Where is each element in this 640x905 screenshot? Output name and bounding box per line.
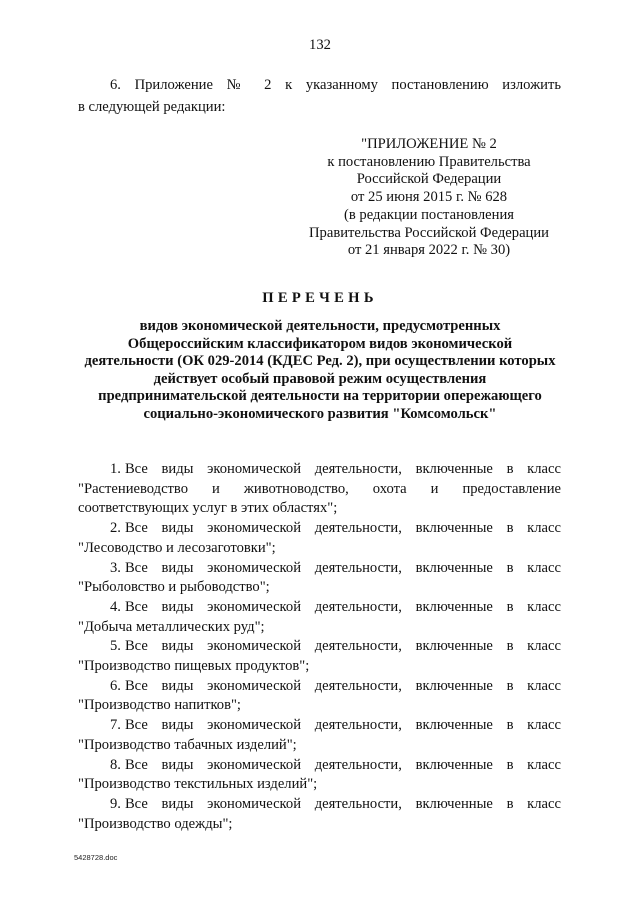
item-prefix — [125, 559, 561, 579]
item-number: 8. — [110, 756, 121, 773]
item-prefix-word: класс — [527, 520, 561, 537]
item-prefix-word: класс — [527, 677, 561, 694]
item-prefix-word: деятельности, — [314, 559, 402, 576]
item-text: "Производство одежды"; — [78, 815, 233, 832]
appendix-line: "ПРИЛОЖЕНИЕ № 2 — [361, 136, 497, 152]
subtitle-line: социально-экономического развития "Комсомольск" — [143, 405, 497, 422]
item-prefix-word: Все — [124, 461, 148, 477]
subtitle-line: деятельности (ОК 029-2014 (КДЕС Ред. 2), при осуществлении которых — [84, 353, 556, 370]
item-prefix-word: экономической — [207, 559, 302, 576]
appendix-line: от 25 июня 2015 г. № 628 — [350, 189, 508, 206]
item-prefix-word: включенные — [415, 520, 493, 537]
item-prefix — [125, 716, 561, 736]
item-text: соответствующих услуг в этих областях"; — [78, 500, 338, 517]
item-prefix-word: Все — [124, 598, 148, 615]
appendix-line: (в редакции постановления — [344, 206, 514, 223]
item-prefix-word: Все — [124, 717, 148, 734]
item-prefix-word: деятельности, — [314, 598, 402, 615]
item-prefix-word: Все — [124, 559, 148, 576]
item-prefix-word: в — [506, 677, 514, 694]
item-prefix-word: включенные — [415, 638, 493, 655]
list-item — [78, 460, 561, 519]
intro-paragraph — [78, 74, 561, 118]
item-number: 5. — [110, 638, 121, 655]
item-prefix-word: виды — [161, 559, 194, 576]
item-prefix-word: экономической — [207, 717, 302, 734]
item-prefix-word: экономической — [207, 520, 302, 537]
item-prefix-word: деятельности, — [314, 756, 402, 773]
item-prefix — [125, 598, 561, 618]
item-prefix-word: деятельности, — [314, 520, 402, 537]
item-prefix-word: экономической — [207, 756, 302, 773]
item-prefix-word: Все — [124, 756, 148, 773]
item-number: 3. — [110, 559, 121, 576]
file-name-footer: 5428728.doc — [74, 853, 118, 862]
item-text: "Растениеводство и животноводство, охота и предоставление — [78, 480, 561, 497]
item-prefix — [125, 519, 561, 539]
item-prefix-word: класс — [527, 638, 561, 655]
list-item — [78, 637, 561, 676]
list-item — [78, 519, 561, 558]
item-prefix-word: экономической — [207, 638, 302, 655]
page-number: 132 — [309, 37, 331, 53]
intro-line-1: 6. Приложение № 2 к указанному постановлению изложить — [110, 77, 561, 93]
item-prefix-word: виды — [161, 717, 194, 734]
item-prefix-word: в — [506, 756, 514, 773]
document-title: ПЕРЕЧЕНЬ — [262, 290, 378, 306]
item-text: "Рыболовство и рыбоводство"; — [78, 579, 270, 596]
item-number: 1. — [110, 461, 121, 477]
list-item — [78, 559, 561, 598]
item-prefix-word: экономической — [207, 677, 302, 694]
list-item — [78, 795, 561, 834]
item-prefix-word: виды — [161, 677, 194, 694]
item-prefix-word: виды — [161, 520, 194, 537]
item-prefix-word: в — [506, 461, 514, 477]
item-prefix — [125, 637, 561, 657]
item-prefix-word: в — [506, 638, 514, 655]
item-prefix-word: класс — [527, 717, 561, 734]
intro-line-2: в следующей редакции: — [78, 99, 226, 115]
item-prefix-word: виды — [161, 461, 194, 477]
list-item — [78, 716, 561, 755]
item-prefix-word: Все — [124, 638, 148, 655]
appendix-line: Российской Федерации — [356, 171, 502, 188]
item-prefix-word: класс — [527, 559, 561, 576]
item-text: "Лесоводство и лесозаготовки"; — [78, 539, 276, 556]
item-prefix — [125, 677, 561, 697]
item-prefix-word: класс — [527, 598, 561, 615]
item-prefix-word: виды — [161, 638, 194, 655]
appendix-line: к постановлению Правительства — [327, 153, 531, 170]
item-number: 4. — [110, 598, 121, 615]
item-prefix-word: экономической — [207, 461, 302, 477]
item-prefix-word: экономической — [207, 795, 302, 812]
item-prefix-word: включенные — [415, 461, 493, 477]
item-prefix-word: деятельности, — [314, 677, 402, 694]
item-prefix-word: класс — [527, 795, 561, 812]
item-text: "Добыча металлических руд"; — [78, 618, 265, 635]
item-prefix-word: в — [506, 717, 514, 734]
item-prefix-word: включенные — [415, 598, 493, 615]
item-prefix-word: виды — [161, 598, 194, 615]
item-prefix-word: в — [506, 795, 514, 812]
item-text: "Производство пищевых продуктов"; — [78, 658, 310, 675]
item-text: "Производство текстильных изделий"; — [78, 776, 318, 793]
item-prefix-word: включенные — [415, 677, 493, 694]
list-item — [78, 598, 561, 637]
item-prefix-word: деятельности, — [314, 638, 402, 655]
subtitle-line: Общероссийским классификатором видов экономической — [127, 335, 513, 352]
item-prefix-word: Все — [124, 520, 148, 537]
activity-list — [78, 460, 561, 834]
item-prefix-word: класс — [527, 756, 561, 773]
item-prefix-word: в — [506, 598, 514, 615]
document-subtitle — [78, 318, 562, 424]
appendix-line: от 21 января 2022 г. № 30) — [347, 242, 511, 259]
item-prefix — [125, 460, 561, 480]
appendix-header — [300, 136, 558, 260]
item-prefix-word: экономической — [207, 598, 302, 615]
item-prefix-word: включенные — [415, 559, 493, 576]
item-prefix-word: Все — [124, 677, 148, 694]
item-text: "Производство напитков"; — [78, 697, 241, 714]
list-item — [78, 756, 561, 795]
item-number: 9. — [110, 795, 121, 812]
subtitle-line: видов экономической деятельности, предусмотренных — [139, 318, 501, 334]
list-item — [78, 677, 561, 716]
item-prefix-word: включенные — [415, 717, 493, 734]
item-number: 2. — [110, 520, 121, 537]
item-prefix-word: виды — [161, 756, 194, 773]
item-prefix-word: включенные — [415, 756, 493, 773]
item-prefix-word: в — [506, 520, 514, 537]
item-prefix-word: деятельности, — [314, 795, 402, 812]
item-prefix-word: деятельности, — [314, 717, 402, 734]
appendix-line: Правительства Российской Федерации — [309, 224, 549, 241]
item-prefix — [125, 795, 561, 815]
subtitle-line: предпринимательской деятельности на территории опережающего — [98, 388, 542, 405]
item-prefix — [125, 756, 561, 776]
item-prefix-word: включенные — [415, 795, 493, 812]
item-prefix-word: деятельности, — [314, 461, 402, 477]
subtitle-line: действует особый правовой режим осуществления — [153, 370, 487, 387]
item-prefix-word: виды — [161, 795, 194, 812]
item-prefix-word: в — [506, 559, 514, 576]
item-number: 7. — [110, 717, 121, 734]
item-prefix-word: класс — [527, 461, 561, 477]
item-prefix-word: Все — [124, 795, 148, 812]
item-number: 6. — [110, 677, 121, 694]
item-text: "Производство табачных изделий"; — [78, 736, 297, 753]
